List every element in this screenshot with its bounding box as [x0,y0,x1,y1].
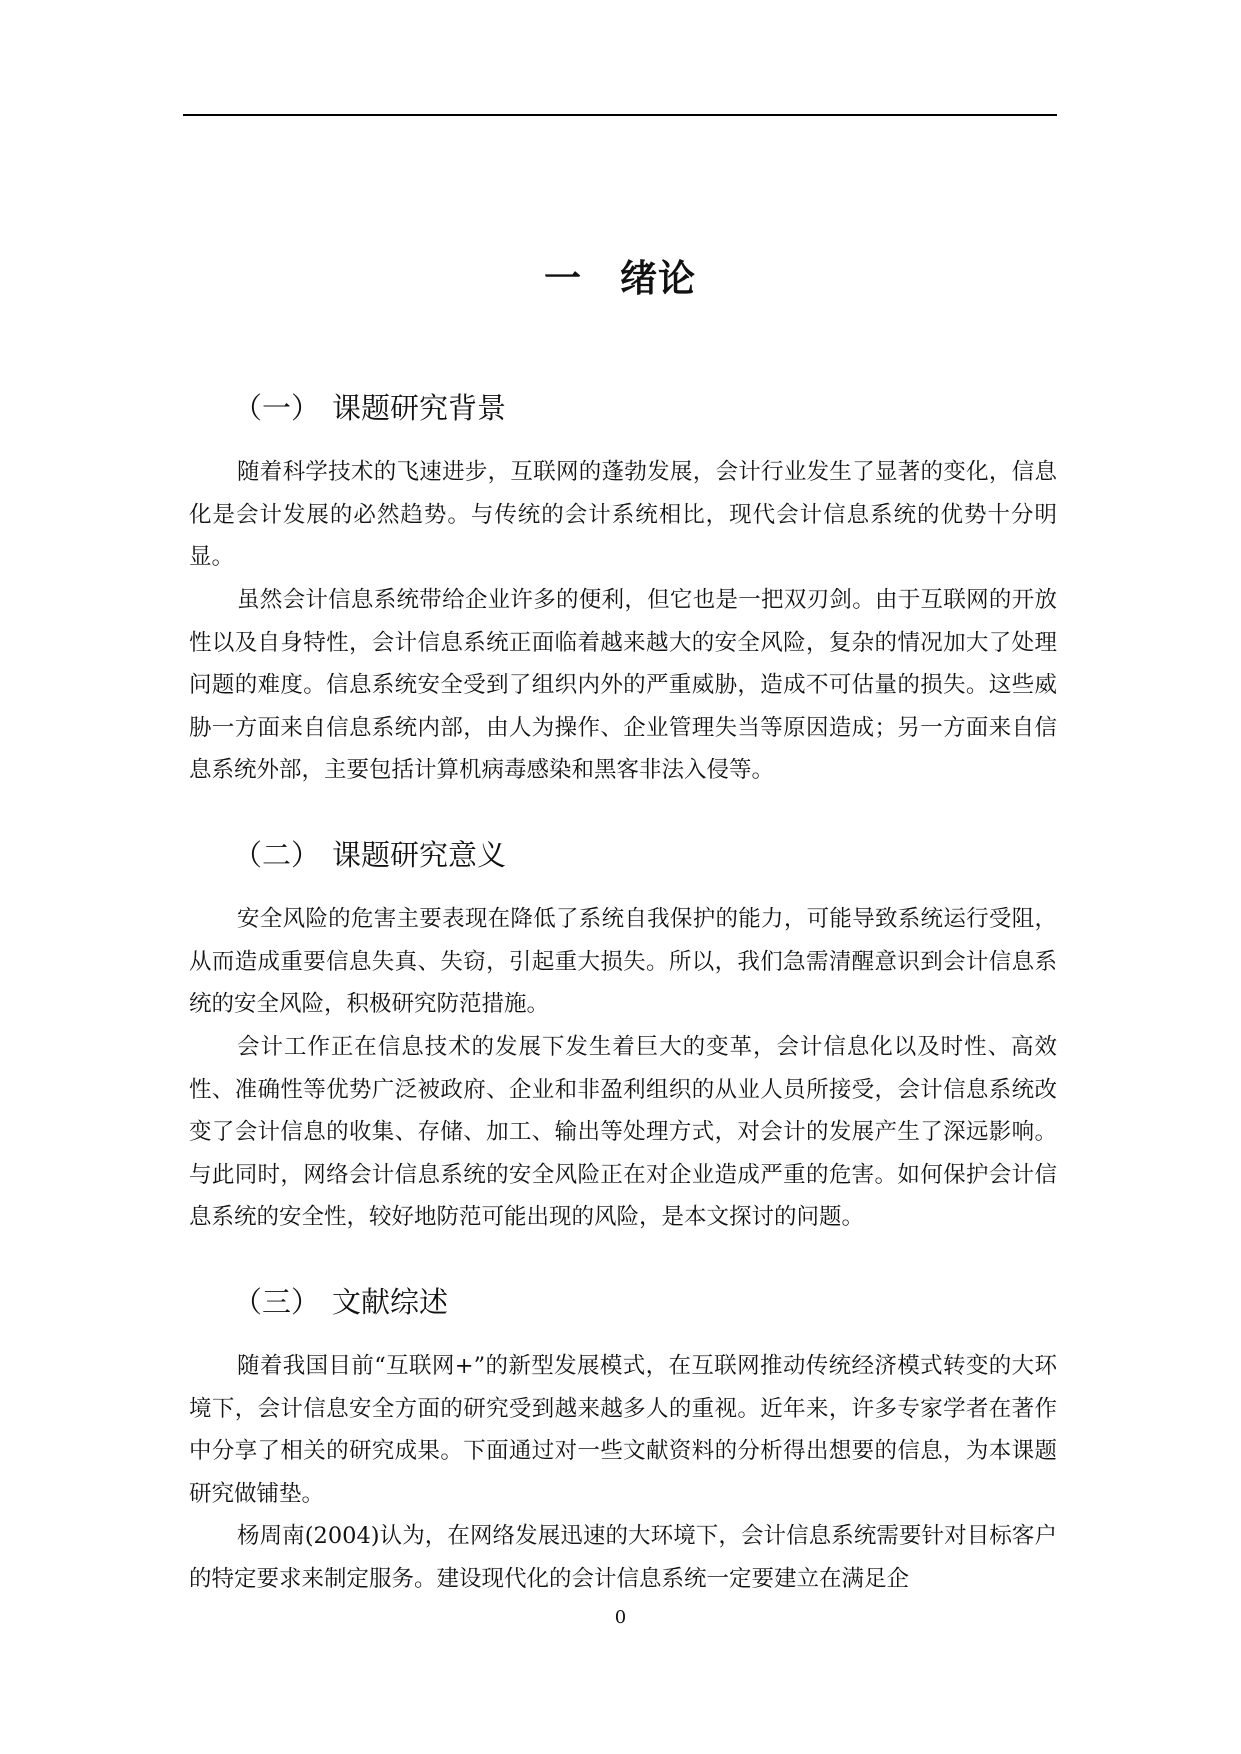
chapter-title-text: 绪论 [620,257,696,300]
section-heading-significance [233,835,1057,875]
section-title: 文献综述 [332,1285,449,1319]
paragraph: 杨周南(2004)认为，在网络发展迅速的大环境下，会计信息系统需要针对目标客户的特定要求来制定服务。建设现代化的会计信息系统一定要建立在满足企 [189,1523,1057,1592]
paragraph: 随着科学技术的飞速进步，互联网的蓬勃发展，会计行业发生了显著的变化，信息化是会计发展的必然趋势。与传统的会计系统相比，现代会计信息系统的优势十分明显。 [189,459,1057,570]
paragraph: 随着我国目前“互联网+”的新型发展模式，在互联网推动传统经济模式转变的大环境下，会计信息安全方面的研究受到越来越多人的重视。近年来，许多专家学者在著作中分享了相关的研究成果。下面通过对一些文献资料的分析得出想要的信息，为本课题研究做铺垫。 [189,1353,1057,1507]
section-label: （一） [233,391,321,425]
section-label: （三） [233,1285,321,1319]
section-heading-literature-review [233,1282,1057,1322]
page-number: 0 [614,1607,627,1628]
paragraph: 虽然会计信息系统带给企业许多的便利，但它也是一把双刃剑。由于互联网的开放性以及自身特性，会计信息系统正面临着越来越大的安全风险，复杂的情况加大了处理问题的难度。信息系统安全受到了组织内外的严重威胁，造成不可估量的损失。这些威胁一方面来自信息系统内部，由人为操作、企业管理失当等原因造成；另一方面来自信息系统外部，主要包括计算机病毒感染和黑客非法入侵等。 [189,587,1057,783]
chapter-title [183,254,1057,304]
paragraph: 会计工作正在信息技术的发展下发生着巨大的变革，会计信息化以及时性、高效性、准确性等优势广泛被政府、企业和非盈利组织的从业人员所接受，会计信息系统改变了会计信息的收集、存储、加工、输出等处理方式，对会计的发展产生了深远影响。与此同时，网络会计信息系统的安全风险正在对企业造成严重的危害。如何保护会计信息系统的安全性，较好地防范可能出现的风险，是本文探讨的问题。 [189,1034,1057,1230]
paragraph: 安全风险的危害主要表现在降低了系统自我保护的能力，可能导致系统运行受阻，从而造成重要信息失真、失窃，引起重大损失。所以，我们急需清醒意识到会计信息系统的安全风险，积极研究防范措施。 [189,906,1057,1017]
header-rule [183,114,1057,116]
section-label: （二） [233,838,321,872]
section-heading-background [233,388,1057,428]
section-title: 课题研究意义 [332,838,507,872]
section-title: 课题研究背景 [332,391,507,425]
chapter-number: 一 [544,257,582,300]
